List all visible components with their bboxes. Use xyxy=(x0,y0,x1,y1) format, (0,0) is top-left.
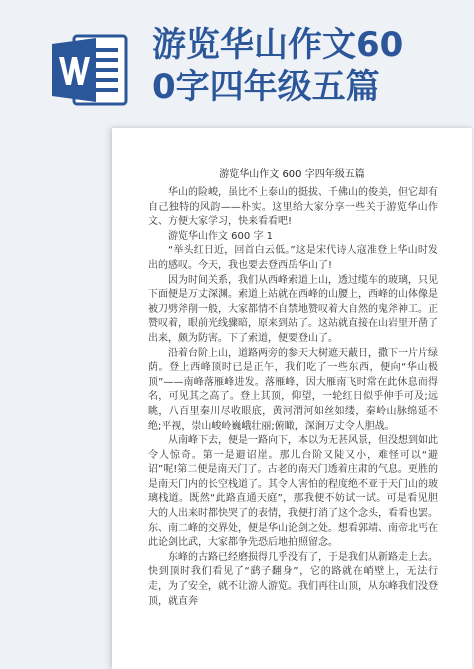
section-subheading: 游览华山作文 600 字 1 xyxy=(168,230,273,242)
word-document-icon xyxy=(50,30,130,110)
paragraph: 从南峰下去，便是一路向下，本以为无甚风景，但没想到如此令人惊奇。第一是避诏崖。那儿台阶又陡又小，难怪可以“避诏”呢!第二便是南天门了。古老的南天门透着庄肃的气息。更胜的是南天门内的长空栈道了。其令人害怕的程度绝不亚于天门山的玻璃栈道。既然“此路直通天庭”，那我便不妨试一试。可是看见胆大的人出来时都快哭了的表情，我便打消了这个念头，看看也罢。东、南二峰的交界处，便是华山论剑之处。想看郭靖、南帝北丐在此论剑比武，大家都争先恐后地拍照留念。 xyxy=(148,435,438,549)
page-title xyxy=(152,24,462,108)
document-body xyxy=(148,186,438,609)
banner xyxy=(0,0,474,122)
document-heading: 游览华山作文 600 字四年级五篇 xyxy=(219,169,365,180)
title-line-1: 游览华山作文60 xyxy=(152,25,404,65)
paragraph: 华山的险峻，虽比不上泰山的挺拔、千佛山的俊美，但它却有自己独特的风韵——朴实。这里给大家分享一些关于游览华山作文、方便大家学习，快来看看吧! xyxy=(148,187,438,228)
document-page xyxy=(112,128,472,669)
paragraph: 因为时间关系，我们从西峰索道上山，透过缆车的玻璃，只见下面便是万丈深渊。索道上站就在西峰的山腰上，西峰的山体像是被刀劈斧削一般，大家都情不自禁地赞叹着大自然的鬼斧神工。正赞叹着，眼前光线骤暗，原来到站了。这站就直接在山岩里开凿了出来，颇为防害。下了索道，便要登山了。 xyxy=(148,274,438,344)
paragraph: 沿着台阶上山，道路两旁的参天大树遮天蔽日，撒下一片片绿荫。登上西峰顶时已是正午，我们吃了一些东西，便向“华山极顶”——南峰落雁峰进发。落雁峰，因大雁南飞时常在此休息而得名，可见其之高了。登上其顶，仰望，一轮红日似乎伸手可及;远眺，八百里秦川尽收眼底，黄河渭河如丝如缕，秦岭山脉绵延不绝;平视，崇山峻岭巍峨壮丽;俯瞰，深涧万丈令人胆战。 xyxy=(148,347,438,432)
title-line-2: 0字四年级五篇 xyxy=(152,67,380,107)
paragraph: 东峰的古路已经磨损得几乎没有了，于是我们从新路走上去。快到顶时我们看见了“鹞子翻身”，它的路就在峭壁上，无法行走，为了安全，就不让游人游览。我们再往山顶，从东峰我们没登顶，就直奔 xyxy=(148,551,438,607)
paragraph: “举头红日近，回首白云低。”这是宋代诗人寇准登上华山时发出的感叹。今天，我也要去登西岳华山了! xyxy=(148,245,438,271)
